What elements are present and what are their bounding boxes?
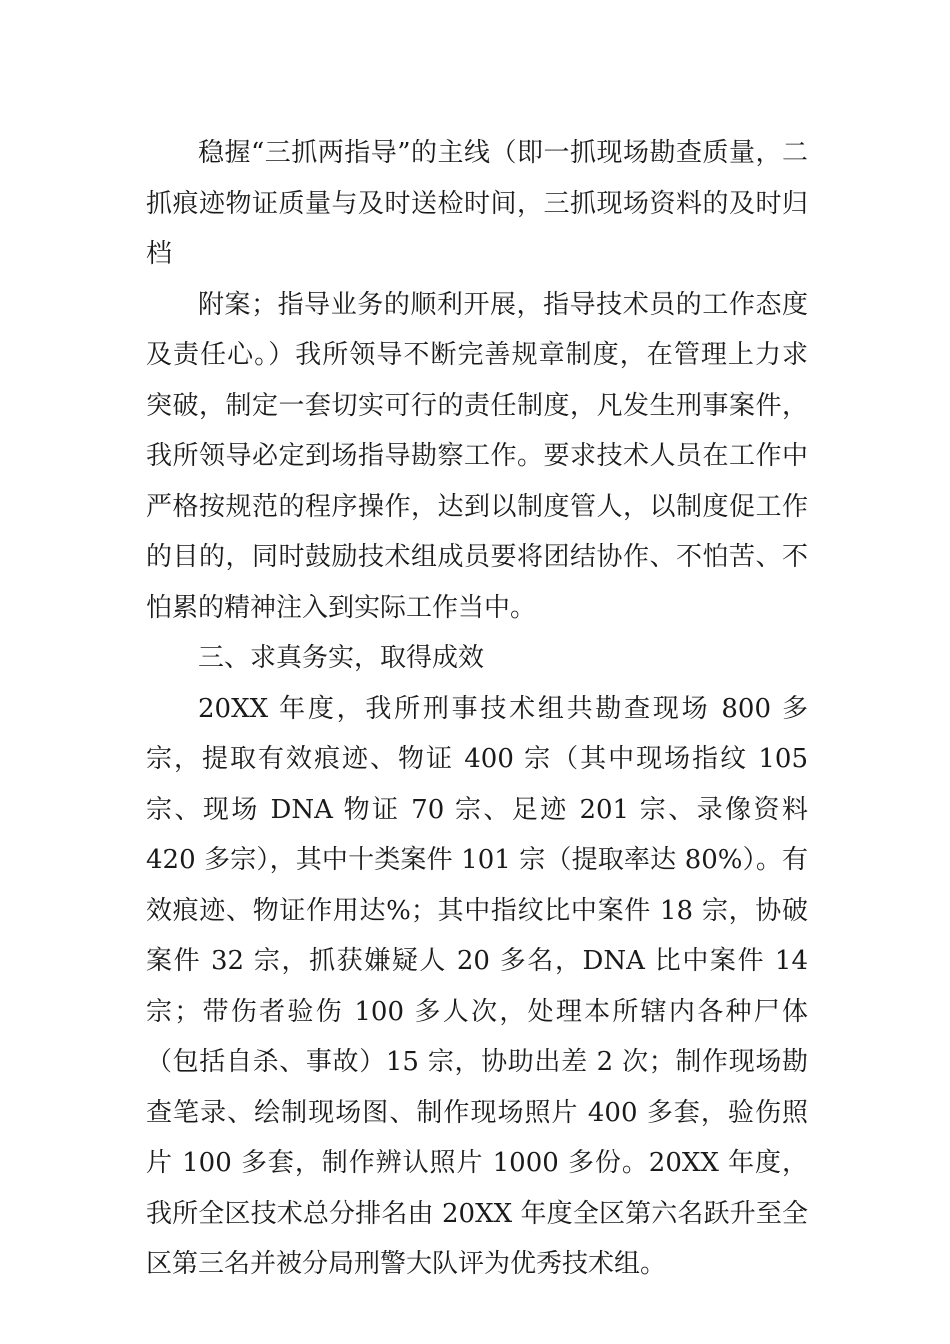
paragraph-main-line: 稳握“三抓两指导”的主线（即一抓现场勘查质量，二抓痕迹物证质量与及时送检时间，三抓现场资料的及时归档 (146, 138, 808, 269)
section-heading: 三、求真务实，取得成效 (198, 643, 485, 673)
document-body (146, 128, 817, 1290)
paragraph-results: 20XX 年度，我所刑事技术组共勘查现场 800 多宗，提取有效痕迹、物证 400 宗（其中现场指纹 105 宗、现场 DNA 物证 70 宗、足迹 201 宗、录像资料 420 多宗），其中十类案件 101 宗（提取率达 80%）。有效痕迹、物证作用达%；其中指纹比中案件 18 宗，协破案件 32 宗，抓获嫌疑人 20 多名，DNA 比中案件 14 宗；带伤者验伤 100 多人次，处理本所辖内各种尸体（包括自杀、事故）15 宗，协助出差 2 次；制作现场勘查笔录、绘制现场图、制作现场照片 400 多套，验伤照片 100 多套，制作辨认照片 1000 多份。20XX 年度，我所全区技术总分排名由 20XX 年度全区第六名跃升至全区第三名并被分局刑警大队评为优秀技术组。 (146, 693, 817, 1279)
paragraph-guidance: 附案；指导业务的顺利开展，指导技术员的工作态度及责任心。）我所领导不断完善规章制度，在管理上力求突破，制定一套切实可行的责任制度，凡发生刑事案件，我所领导必定到场指导勘察工作。要求技术人员在工作中严格按规范的程序操作，达到以制度管人，以制度促工作的目的，同时鼓励技术组成员要将团结协作、不怕苦、不怕累的精神注入到实际工作当中。 (146, 289, 808, 623)
